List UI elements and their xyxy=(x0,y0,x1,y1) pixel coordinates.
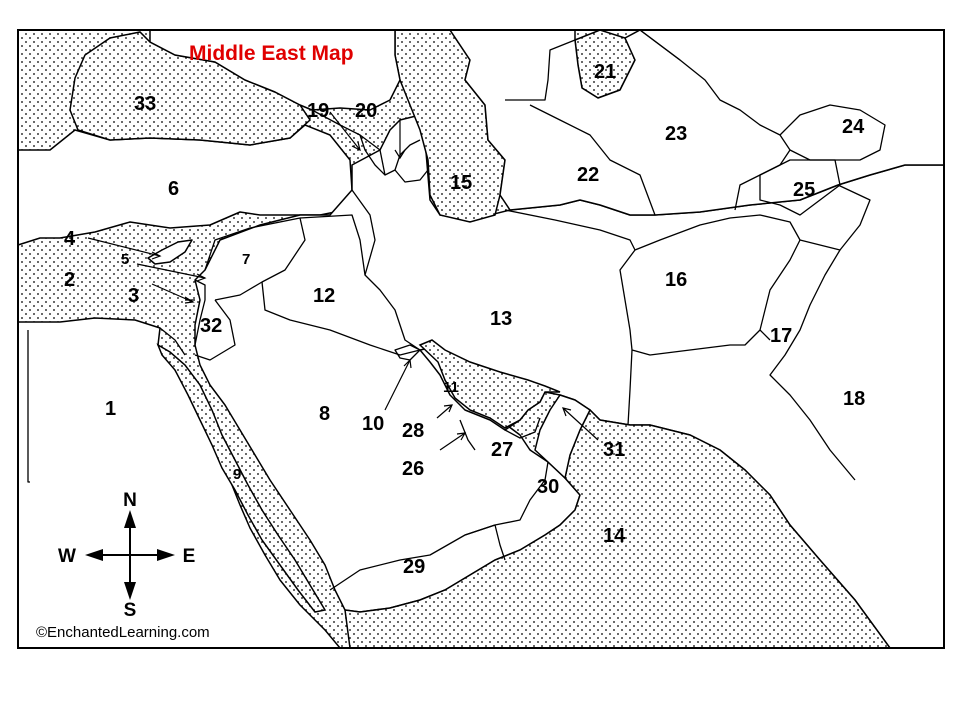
label-15: 15 xyxy=(450,172,473,194)
label-19: 19 xyxy=(307,100,330,122)
label-9: 9 xyxy=(233,466,242,483)
label-28: 28 xyxy=(402,420,425,442)
label-32: 32 xyxy=(200,315,223,337)
label-20: 20 xyxy=(355,100,378,122)
label-24: 24 xyxy=(842,116,865,138)
label-14: 14 xyxy=(603,525,626,547)
credit-text: ©EnchantedLearning.com xyxy=(36,624,210,641)
label-23: 23 xyxy=(665,123,688,145)
label-18: 18 xyxy=(843,388,866,410)
compass-east: E xyxy=(182,546,196,567)
label-27: 27 xyxy=(491,439,514,461)
label-10: 10 xyxy=(362,413,385,435)
label-31: 31 xyxy=(603,439,626,461)
label-30: 30 xyxy=(537,476,560,498)
label-16: 16 xyxy=(665,269,688,291)
label-3: 3 xyxy=(128,285,140,307)
label-7: 7 xyxy=(242,251,251,268)
label-13: 13 xyxy=(490,308,513,330)
label-26: 26 xyxy=(402,458,425,480)
label-21: 21 xyxy=(594,61,617,83)
label-33: 33 xyxy=(134,93,157,115)
label-17: 17 xyxy=(770,325,793,347)
compass-south: S xyxy=(123,600,137,621)
label-5: 5 xyxy=(121,251,130,268)
label-25: 25 xyxy=(793,179,816,201)
compass-north: N xyxy=(123,490,137,511)
label-12: 12 xyxy=(313,285,336,307)
label-2: 2 xyxy=(64,269,76,291)
compass-west: W xyxy=(58,546,76,567)
label-6: 6 xyxy=(168,178,180,200)
label-11: 11 xyxy=(443,379,459,396)
map-title: Middle East Map xyxy=(189,42,354,65)
label-29: 29 xyxy=(403,556,426,578)
label-4: 4 xyxy=(64,228,76,250)
label-8: 8 xyxy=(319,403,331,425)
label-22: 22 xyxy=(577,164,600,186)
label-1: 1 xyxy=(105,398,117,420)
